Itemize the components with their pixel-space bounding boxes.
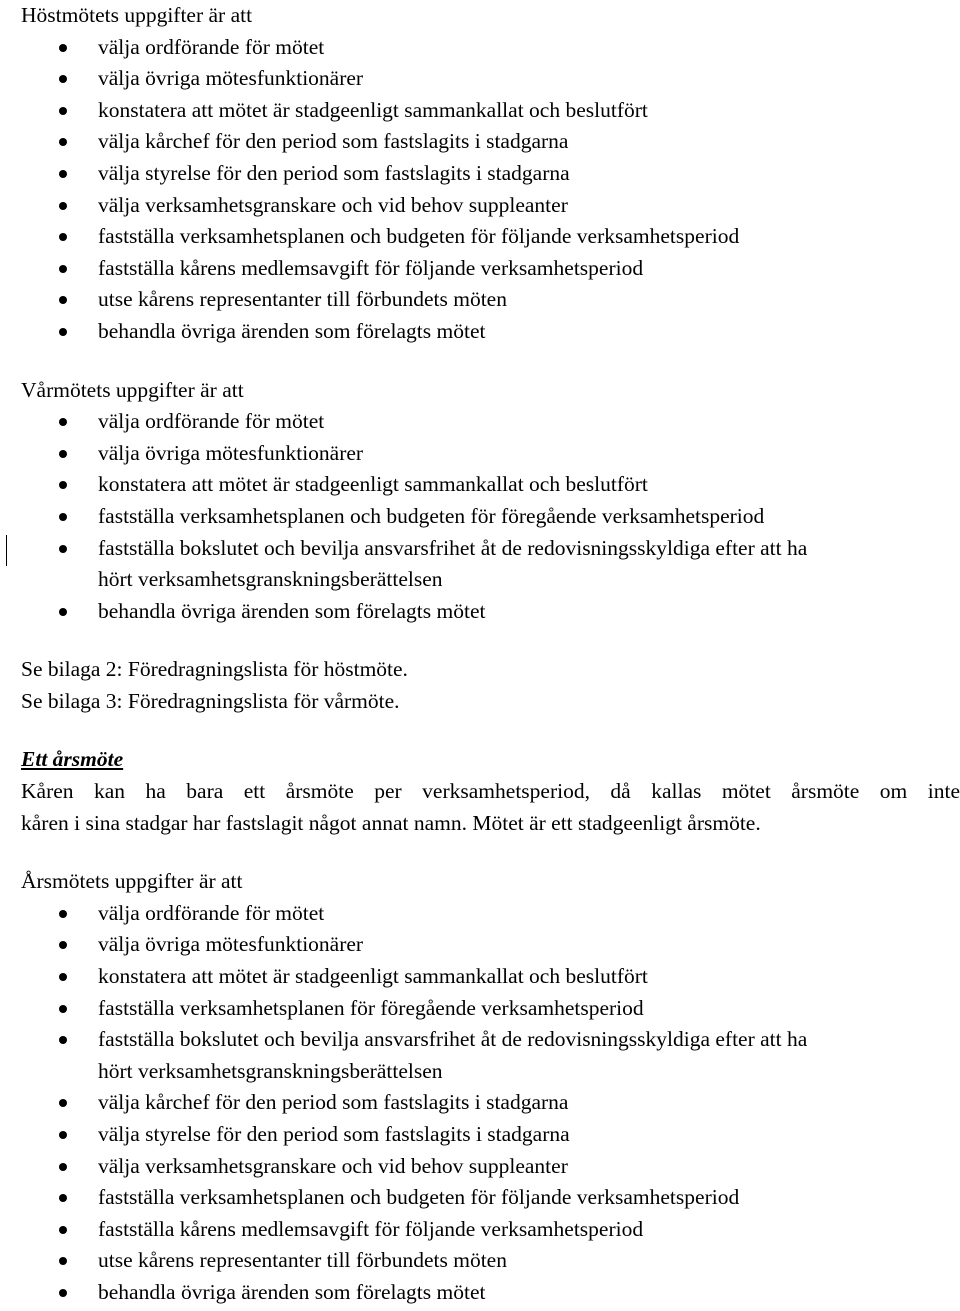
list-item xyxy=(21,1024,960,1087)
section-heading: Ett årsmöte xyxy=(21,747,124,772)
list-item: fastställa verksamhetsplanen och budgeten för följande verksamhetsperiod xyxy=(21,221,960,253)
list-item-line: fastställa bokslutet och bevilja ansvarsfrihet åt de redovisningsskyldiga efter att ha xyxy=(98,535,808,560)
list-item-line: hört verksamhetsgranskningsberättelsen xyxy=(98,567,443,592)
list-item: behandla övriga ärenden som förelagts mötet xyxy=(21,1277,960,1309)
arsmote-intro: Årsmötets uppgifter är att xyxy=(21,869,243,894)
list-item: fastställa verksamhetsplanen för föregående verksamhetsperiod xyxy=(21,993,960,1025)
list-item: fastställa verksamhetsplanen och budgeten för föregående verksamhetsperiod xyxy=(21,501,960,533)
list-item: välja verksamhetsgranskare och vid behov suppleanter xyxy=(21,1151,960,1183)
list-item: fastställa verksamhetsplanen och budgeten för följande verksamhetsperiod xyxy=(21,1182,960,1214)
paragraph-line: Kåren kan ha bara ett årsmöte per verksamhetsperiod, då kallas mötet årsmöte om inte xyxy=(21,779,960,804)
list-item: välja kårchef för den period som fastslagits i stadgarna xyxy=(21,126,960,158)
list-item: välja övriga mötesfunktionärer xyxy=(21,63,960,95)
list-item: konstatera att mötet är stadgeenligt sammankallat och beslutfört xyxy=(21,961,960,993)
list-item: konstatera att mötet är stadgeenligt sammankallat och beslutfört xyxy=(21,95,960,127)
list-item: utse kårens representanter till förbundets möten xyxy=(21,1245,960,1277)
list-item: välja styrelse för den period som fastslagits i stadgarna xyxy=(21,158,960,190)
bilaga-reference: Se bilaga 2: Föredragningslista för höstmöte. xyxy=(21,657,408,682)
list-item-line: hört verksamhetsgranskningsberättelsen xyxy=(98,1058,443,1083)
revision-change-bar xyxy=(6,535,7,566)
document-page xyxy=(21,0,960,1309)
arsmote-list xyxy=(21,898,960,1309)
list-item: fastställa kårens medlemsavgift för följande verksamhetsperiod xyxy=(21,1214,960,1246)
list-item: välja övriga mötesfunktionärer xyxy=(21,438,960,470)
list-item: välja ordförande för mötet xyxy=(21,406,960,438)
varmote-intro: Vårmötets uppgifter är att xyxy=(21,377,244,402)
paragraph-line: kåren i sina stadgar har fastslagit något annat namn. Mötet är ett stadgeenligt årsmöte. xyxy=(21,810,761,835)
list-item: välja övriga mötesfunktionärer xyxy=(21,929,960,961)
list-item: välja kårchef för den period som fastslagits i stadgarna xyxy=(21,1087,960,1119)
hostmote-intro: Höstmötets uppgifter är att xyxy=(21,3,253,27)
list-item: fastställa kårens medlemsavgift för följande verksamhetsperiod xyxy=(21,253,960,285)
list-item: utse kårens representanter till förbundets möten xyxy=(21,284,960,316)
section-paragraph xyxy=(21,776,960,839)
hostmote-list xyxy=(21,32,960,348)
list-item xyxy=(21,533,960,596)
list-item: välja verksamhetsgranskare och vid behov suppleanter xyxy=(21,190,960,222)
bilaga-reference: Se bilaga 3: Föredragningslista för vårmöte. xyxy=(21,688,400,713)
list-item: behandla övriga ärenden som förelagts mötet xyxy=(21,596,960,628)
list-item-line: fastställa bokslutet och bevilja ansvarsfrihet åt de redovisningsskyldiga efter att ha xyxy=(98,1027,808,1052)
list-item: konstatera att mötet är stadgeenligt sammankallat och beslutfört xyxy=(21,469,960,501)
list-item: välja ordförande för mötet xyxy=(21,898,960,930)
list-item: välja styrelse för den period som fastslagits i stadgarna xyxy=(21,1119,960,1151)
list-item: behandla övriga ärenden som förelagts mötet xyxy=(21,316,960,348)
varmote-list xyxy=(21,406,960,627)
list-item: välja ordförande för mötet xyxy=(21,32,960,64)
